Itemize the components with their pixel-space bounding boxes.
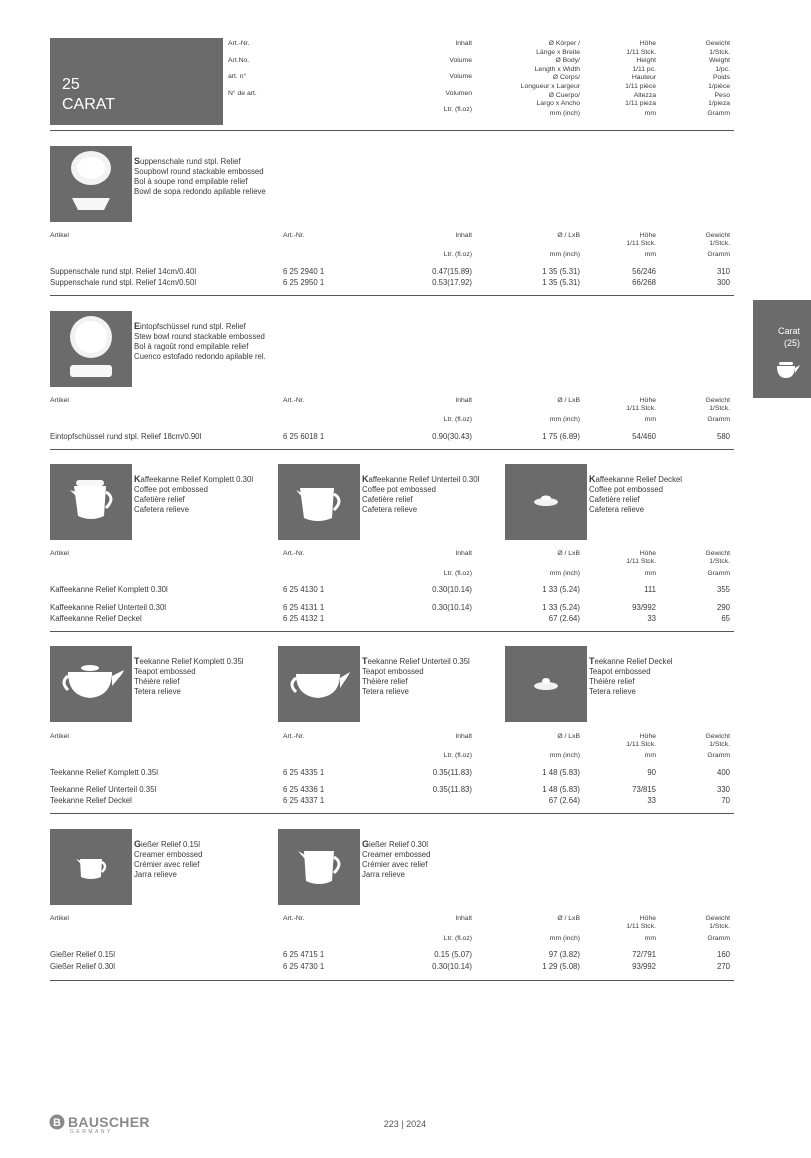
cell-dim: 97 (3.82)	[548, 950, 580, 959]
product-translation: Coffee pot embossed	[134, 485, 208, 494]
header-hoehe-col: Höhe 1/11 Stck. Height 1/11 pc. Hauteur 1/11 pièce Altezza 1/11 pieza mm	[625, 40, 656, 117]
cell-artnr: 6 25 4132 1	[283, 614, 325, 623]
cell-artnr: 6 25 4730 1	[283, 962, 325, 971]
unit-mm-inch: mm (inch)	[549, 935, 580, 942]
catalog-number: 25	[62, 76, 80, 93]
unit-ltr: Ltr. (fl.oz)	[443, 416, 472, 423]
col-header-dimension: Ø / LxB	[557, 550, 580, 557]
cell-dim: 67 (2.64)	[548, 796, 580, 805]
cell-artnr: 6 25 4335 1	[283, 768, 325, 777]
col-header-gewicht: Gewicht	[705, 232, 730, 239]
table-row[interactable]	[50, 769, 734, 779]
col-header-inhalt: Inhalt	[455, 733, 472, 740]
product-translation: Cafetière relief	[362, 495, 413, 504]
product-title: Gießer Relief 0.30l	[362, 839, 428, 849]
cell-artnr: 6 25 4337 1	[283, 796, 325, 805]
cell-gewicht: 65	[721, 614, 730, 623]
table-row[interactable]	[50, 586, 734, 596]
unit-mm: mm	[644, 416, 656, 423]
product-description	[134, 321, 324, 362]
table-row[interactable]	[50, 951, 734, 961]
col-header-artikel: Artikel	[50, 232, 69, 239]
product-translation: Bol à ragoût rond empilable relief	[134, 342, 249, 351]
product-description	[589, 656, 779, 697]
cell-inhalt: 0.35(11.83)	[432, 768, 472, 777]
cell-artikel: Gießer Relief 0.15l	[50, 950, 116, 959]
teapot-image	[50, 646, 132, 722]
col-header-dimension: Ø / LxB	[557, 915, 580, 922]
col-header-artikel: Artikel	[50, 733, 69, 740]
col-header-artikel: Artikel	[50, 397, 69, 404]
cell-artikel: Kaffeekanne Relief Komplett 0.30l	[50, 585, 168, 594]
cell-hoehe: 111	[644, 585, 656, 594]
cell-inhalt: 0.90(30.43)	[432, 432, 472, 441]
product-translation: Bol à soupe rond empilable relief	[134, 177, 248, 186]
table-row[interactable]	[50, 963, 734, 973]
section-divider	[50, 980, 734, 981]
col-header-artnr: Art.-Nr.	[283, 397, 305, 404]
cell-artikel: Gießer Relief 0.30l	[50, 962, 116, 971]
product-title: Kaffeekanne Relief Deckel	[589, 474, 683, 484]
col-header-artnr: Art.-Nr.	[283, 232, 305, 239]
product-description	[134, 156, 324, 197]
col-header-hoehe: Höhe	[639, 397, 656, 404]
cell-gewicht: 160	[716, 950, 730, 959]
section-divider	[50, 813, 734, 814]
col-header-inhalt: Inhalt	[455, 550, 472, 557]
cell-artikel: Teekanne Relief Unterteil 0.35l	[50, 785, 157, 794]
product-description	[362, 839, 552, 880]
section-divider	[50, 631, 734, 632]
cell-hoehe: 33	[647, 796, 656, 805]
bauscher-logo-icon	[49, 1114, 65, 1130]
col-header-gewicht: Gewicht	[705, 550, 730, 557]
cell-artikel: Teekanne Relief Komplett 0.35l	[50, 768, 158, 777]
table-row[interactable]	[50, 786, 734, 796]
unit-gramm: Gramm	[707, 935, 730, 942]
cell-dim: 1 48 (5.83)	[542, 785, 580, 794]
cell-hoehe: 54/460	[632, 432, 656, 441]
brand-logo: BAUSCHER	[68, 1114, 150, 1130]
col-header-gewicht-unit: 1/Stck.	[709, 558, 730, 565]
cell-gewicht: 330	[716, 785, 730, 794]
cell-gewicht: 355	[716, 585, 730, 594]
product-title: Teekanne Relief Komplett 0.35l	[134, 656, 244, 666]
cell-gewicht: 300	[716, 278, 730, 287]
product-translation: Jarra relieve	[134, 870, 177, 879]
product-translation: Crémier avec relief	[134, 860, 200, 869]
table-row[interactable]	[50, 433, 734, 443]
product-translation: Cafetera relieve	[589, 505, 645, 514]
col-header-hoehe: Höhe	[639, 232, 656, 239]
svg-text:B: B	[53, 1117, 61, 1129]
cell-dim: 1 33 (5.24)	[542, 585, 580, 594]
col-header-hoehe: Höhe	[639, 733, 656, 740]
col-header-gewicht-unit: 1/Stck.	[709, 405, 730, 412]
cell-gewicht: 580	[716, 432, 730, 441]
unit-mm: mm	[644, 570, 656, 577]
cell-inhalt: 0.30(10.14)	[432, 585, 472, 594]
cell-artnr: 6 25 4336 1	[283, 785, 325, 794]
col-header-gewicht: Gewicht	[705, 733, 730, 740]
col-header-inhalt: Inhalt	[455, 915, 472, 922]
col-header-hoehe-unit: 1/11 Stck.	[626, 923, 656, 930]
cell-artnr: 6 25 6018 1	[283, 432, 325, 441]
cell-inhalt: 0.53(17.92)	[432, 278, 472, 287]
header-koerper-col: Ø Körper / Länge x Breite Ø Body/ Length x Width Ø Corps/ Longueur x Largeur Ø Cuerpo/ Largo x Ancho mm (inch)	[520, 40, 580, 117]
col-header-hoehe: Höhe	[639, 550, 656, 557]
cell-artnr: 6 25 4131 1	[283, 603, 325, 612]
product-title: Gießer Relief 0.15l	[134, 839, 200, 849]
product-translation: Teapot embossed	[134, 667, 196, 676]
product-translation: Jarra relieve	[362, 870, 405, 879]
cell-inhalt: 0.47(15.89)	[432, 267, 472, 276]
cell-artikel: Kaffeekanne Relief Deckel	[50, 614, 142, 623]
header-inhalt-col: Inhalt Volume Volume Volumen Ltr. (fl.oz)	[443, 40, 472, 114]
product-translation: Cuenco estofado redondo apilable rel.	[134, 352, 266, 361]
col-header-gewicht: Gewicht	[705, 397, 730, 404]
section-divider	[50, 449, 734, 450]
col-header-artnr: Art.-Nr.	[283, 733, 305, 740]
col-header-gewicht-unit: 1/Stck.	[709, 923, 730, 930]
product-title: Teekanne Relief Unterteil 0.35l	[362, 656, 470, 666]
product-translation: Bowl de sopa redondo apilable relieve	[134, 187, 266, 196]
product-title: Suppenschale rund stpl. Relief	[134, 156, 241, 166]
product-translation: Cafetera relieve	[362, 505, 418, 514]
unit-mm: mm	[644, 251, 656, 258]
catalog-name: CARAT	[62, 96, 116, 113]
col-header-artikel: Artikel	[50, 915, 69, 922]
col-header-hoehe-unit: 1/11 Stck.	[626, 558, 656, 565]
cell-dim: 1 75 (6.89)	[542, 432, 580, 441]
coffee-pot-lid-image	[505, 464, 587, 540]
col-header-gewicht: Gewicht	[705, 915, 730, 922]
side-tab-number: (25)	[783, 338, 800, 348]
product-translation: Théière relief	[589, 677, 635, 686]
table-row[interactable]	[50, 268, 734, 278]
col-header-dimension: Ø / LxB	[557, 733, 580, 740]
cell-hoehe: 93/992	[632, 603, 656, 612]
unit-gramm: Gramm	[707, 570, 730, 577]
cell-dim: 67 (2.64)	[548, 614, 580, 623]
cell-inhalt: 0.30(10.14)	[432, 962, 472, 971]
coffee-pot-image	[50, 464, 132, 540]
product-translation: Stew bowl round stackable embossed	[134, 332, 265, 341]
cell-dim: 1 35 (5.31)	[542, 278, 580, 287]
table-row[interactable]	[50, 279, 734, 289]
cell-hoehe: 66/268	[632, 278, 656, 287]
col-header-inhalt: Inhalt	[455, 232, 472, 239]
product-translation: Creamer embossed	[362, 850, 431, 859]
cell-dim: 1 35 (5.31)	[542, 267, 580, 276]
cell-hoehe: 90	[647, 768, 656, 777]
product-title: Kaffeekanne Relief Komplett 0.30l	[134, 474, 254, 484]
col-header-artnr: Art.-Nr.	[283, 915, 305, 922]
unit-mm-inch: mm (inch)	[549, 416, 580, 423]
product-translation: Teapot embossed	[589, 667, 651, 676]
cell-dim: 1 48 (5.83)	[542, 768, 580, 777]
cell-dim: 1 33 (5.24)	[542, 603, 580, 612]
cell-hoehe: 72/791	[632, 950, 656, 959]
page-number: 223 | 2024	[383, 1119, 427, 1129]
section-side-tab[interactable]	[753, 300, 811, 398]
product-translation: Teapot embossed	[362, 667, 424, 676]
cell-artikel: Suppenschale rund stpl. Relief 14cm/0.50l	[50, 278, 197, 287]
col-header-hoehe-unit: 1/11 Stck.	[626, 405, 656, 412]
product-translation: Cafetera relieve	[134, 505, 190, 514]
teapot-lid-image	[505, 646, 587, 722]
table-row[interactable]	[50, 797, 734, 807]
cell-artnr: 6 25 2950 1	[283, 278, 325, 287]
unit-mm: mm	[644, 752, 656, 759]
unit-mm-inch: mm (inch)	[549, 752, 580, 759]
brand-sub: GERMANY	[70, 1129, 113, 1135]
product-translation: Tetera relieve	[134, 687, 181, 696]
cell-hoehe: 33	[647, 614, 656, 623]
cell-dim: 1 29 (5.08)	[542, 962, 580, 971]
product-title: Teekanne Relief Deckel	[589, 656, 673, 666]
product-title: Eintopfschüssel rund stpl. Relief	[134, 321, 246, 331]
coffee-pot-base-image	[278, 464, 360, 540]
cell-hoehe: 73/815	[632, 785, 656, 794]
creamer-small-image	[50, 829, 132, 905]
cell-artnr: 6 25 4715 1	[283, 950, 325, 959]
product-translation: Théière relief	[134, 677, 180, 686]
unit-ltr: Ltr. (fl.oz)	[443, 570, 472, 577]
col-header-hoehe-unit: 1/11 Stck.	[626, 240, 656, 247]
table-row[interactable]	[50, 615, 734, 625]
side-tab-name: Carat	[777, 326, 800, 336]
product-translation: Coffee pot embossed	[589, 485, 663, 494]
product-description	[589, 474, 779, 515]
product-translation: Théière relief	[362, 677, 408, 686]
cell-gewicht: 270	[716, 962, 730, 971]
product-translation: Tetera relieve	[362, 687, 409, 696]
unit-mm-inch: mm (inch)	[549, 570, 580, 577]
unit-gramm: Gramm	[707, 251, 730, 258]
col-header-hoehe: Höhe	[639, 915, 656, 922]
unit-ltr: Ltr. (fl.oz)	[443, 935, 472, 942]
product-translation: Creamer embossed	[134, 850, 203, 859]
cell-hoehe: 56/246	[632, 267, 656, 276]
cell-artnr: 6 25 4130 1	[283, 585, 325, 594]
cell-gewicht: 400	[716, 768, 730, 777]
cell-artikel: Kaffeekanne Relief Unterteil 0.30l	[50, 603, 167, 612]
cell-gewicht: 290	[716, 603, 730, 612]
product-translation: Cafetière relief	[134, 495, 185, 504]
cell-gewicht: 310	[716, 267, 730, 276]
col-header-hoehe-unit: 1/11 Stck.	[626, 741, 656, 748]
product-translation: Coffee pot embossed	[362, 485, 436, 494]
soup-bowl-image	[50, 146, 132, 222]
product-translation: Crémier avec relief	[362, 860, 428, 869]
cell-artikel: Eintopfschüssel rund stpl. Relief 18cm/0.90l	[50, 432, 202, 441]
product-translation: Cafetière relief	[589, 495, 640, 504]
cell-artnr: 6 25 2940 1	[283, 267, 325, 276]
cell-inhalt: 0.30(10.14)	[432, 603, 472, 612]
table-row[interactable]	[50, 604, 734, 614]
unit-ltr: Ltr. (fl.oz)	[443, 251, 472, 258]
teapot-icon	[774, 358, 802, 382]
cell-inhalt: 0.35(11.83)	[432, 785, 472, 794]
col-header-gewicht-unit: 1/Stck.	[709, 741, 730, 748]
unit-gramm: Gramm	[707, 416, 730, 423]
cell-artikel: Teekanne Relief Deckel	[50, 796, 132, 805]
col-header-artikel: Artikel	[50, 550, 69, 557]
header-divider	[50, 130, 734, 131]
cell-hoehe: 93/992	[632, 962, 656, 971]
col-header-inhalt: Inhalt	[455, 397, 472, 404]
cell-gewicht: 70	[721, 796, 730, 805]
product-translation: Tetera relieve	[589, 687, 636, 696]
teapot-base-image	[278, 646, 360, 722]
unit-mm: mm	[644, 935, 656, 942]
product-translation: Soupbowl round stackable embossed	[134, 167, 264, 176]
unit-mm-inch: mm (inch)	[549, 251, 580, 258]
unit-gramm: Gramm	[707, 752, 730, 759]
col-header-gewicht-unit: 1/Stck.	[709, 240, 730, 247]
header-gewicht-col: Gewicht 1/Stck. Weight 1/pc. Poids 1/pièce Peso 1/pieza Gramm	[705, 40, 730, 117]
section-divider	[50, 295, 734, 296]
cell-inhalt: 0.15 (5.07)	[434, 950, 472, 959]
col-header-dimension: Ø / LxB	[557, 232, 580, 239]
creamer-large-image	[278, 829, 360, 905]
cell-artikel: Suppenschale rund stpl. Relief 14cm/0.40l	[50, 267, 197, 276]
col-header-artnr: Art.-Nr.	[283, 550, 305, 557]
product-title: Kaffeekanne Relief Unterteil 0.30l	[362, 474, 480, 484]
col-header-dimension: Ø / LxB	[557, 397, 580, 404]
header-artnr-col: Art.-Nr. Art.No. art. n° N° de art.	[228, 40, 257, 97]
stew-bowl-image	[50, 311, 132, 387]
unit-ltr: Ltr. (fl.oz)	[443, 752, 472, 759]
